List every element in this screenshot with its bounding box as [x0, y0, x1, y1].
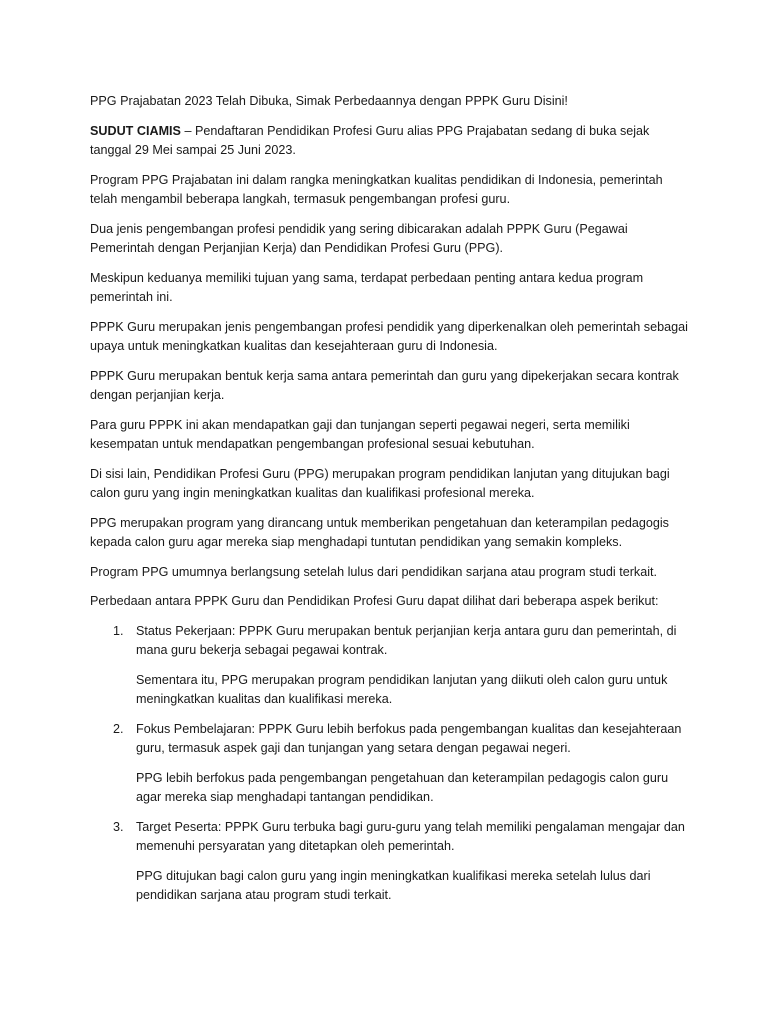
body-paragraph: PPG merupakan program yang dirancang untuk memberikan pengetahuan dan keterampilan pedagogis kepada calon guru agar mereka siap menghadapi tuntutan pendidikan yang semakin kompleks. [90, 515, 669, 549]
body-paragraph: Di sisi lain, Pendidikan Profesi Guru (PPG) merupakan program pendidikan lanjutan yang ditujukan bagi calon guru yang ingin meningkatkan kualitas dan kualifikasi profesional mereka. [90, 466, 670, 500]
document-page [90, 92, 690, 916]
list-item-text: Status Pekerjaan: PPPK Guru merupakan bentuk perjanjian kerja antara guru dan pemerintah, di mana guru bekerja sebagai pegawai kontrak. [136, 623, 677, 657]
list-item-followup: Sementara itu, PPG merupakan program pendidikan lanjutan yang diikuti oleh calon guru untuk meningkatkan kualitas dan kualifikasi mereka. [136, 672, 668, 706]
list-item-followup: PPG ditujukan bagi calon guru yang ingin meningkatkan kualifikasi mereka setelah lulus dari pendidikan sarjana atau program studi terkait. [136, 868, 651, 902]
list-item-text: Fokus Pembelajaran: PPPK Guru lebih berfokus pada pengembangan kualitas dan kesejahteraan guru, termasuk aspek gaji dan tunjangan yang setara dengan pegawai negeri. [136, 721, 682, 755]
list-item [90, 818, 690, 906]
list-item [90, 720, 690, 808]
lead-paragraph [90, 122, 690, 161]
body-paragraph: Dua jenis pengembangan profesi pendidik yang sering dibicarakan adalah PPPK Guru (Pegawai Pemerintah dengan Perjanjian Kerja) dan Pendidikan Profesi Guru (PPG). [90, 221, 628, 255]
list-item-number: 3. [113, 819, 124, 834]
body-paragraph: Meskipun keduanya memiliki tujuan yang sama, terdapat perbedaan penting antara kedua program pemerintah ini. [90, 270, 644, 304]
comparison-list [90, 622, 690, 906]
body-paragraph: PPPK Guru merupakan jenis pengembangan profesi pendidik yang diperkenalkan oleh pemerintah sebagai upaya untuk meningkatkan kualitas dan kesejahteraan guru di Indonesia. [90, 319, 688, 353]
lead-separator: – [180, 123, 195, 138]
lead-source: SUDUT CIAMIS [90, 123, 181, 138]
list-intro-paragraph: Perbedaan antara PPPK Guru dan Pendidikan Profesi Guru dapat dilihat dari beberapa aspek berikut: [90, 594, 659, 608]
body-paragraph: Para guru PPPK ini akan mendapatkan gaji dan tunjangan seperti pegawai negeri, serta memiliki kesempatan untuk mendapatkan pengembangan profesional sesuai kebutuhan. [90, 417, 630, 451]
body-paragraph: Program PPG Prajabatan ini dalam rangka meningkatkan kualitas pendidikan di Indonesia, pemerintah telah mengambil beberapa langkah, termasuk pengembangan profesi guru. [90, 172, 663, 206]
list-item [90, 622, 690, 710]
body-paragraph: PPPK Guru merupakan bentuk kerja sama antara pemerintah dan guru yang dipekerjakan secara kontrak dengan perjanjian kerja. [90, 368, 679, 402]
body-paragraph: Program PPG umumnya berlangsung setelah lulus dari pendidikan sarjana atau program studi terkait. [90, 564, 658, 579]
list-item-number: 2. [113, 721, 124, 736]
document-title: PPG Prajabatan 2023 Telah Dibuka, Simak Perbedaannya dengan PPPK Guru Disini! [90, 94, 568, 108]
list-item-followup: PPG lebih berfokus pada pengembangan pengetahuan dan keterampilan pedagogis calon guru agar mereka siap menghadapi tantangan pendidikan. [136, 770, 669, 804]
list-item-text: Target Peserta: PPPK Guru terbuka bagi guru-guru yang telah memiliki pengalaman mengajar dan memenuhi persyaratan yang ditetapkan oleh pemerintah. [136, 819, 685, 853]
list-item-number: 1. [113, 623, 124, 638]
lead-text: Pendaftaran Pendidikan Profesi Guru alias PPG Prajabatan sedang di buka sejak tanggal 29 Mei sampai 25 Juni 2023. [90, 123, 650, 157]
